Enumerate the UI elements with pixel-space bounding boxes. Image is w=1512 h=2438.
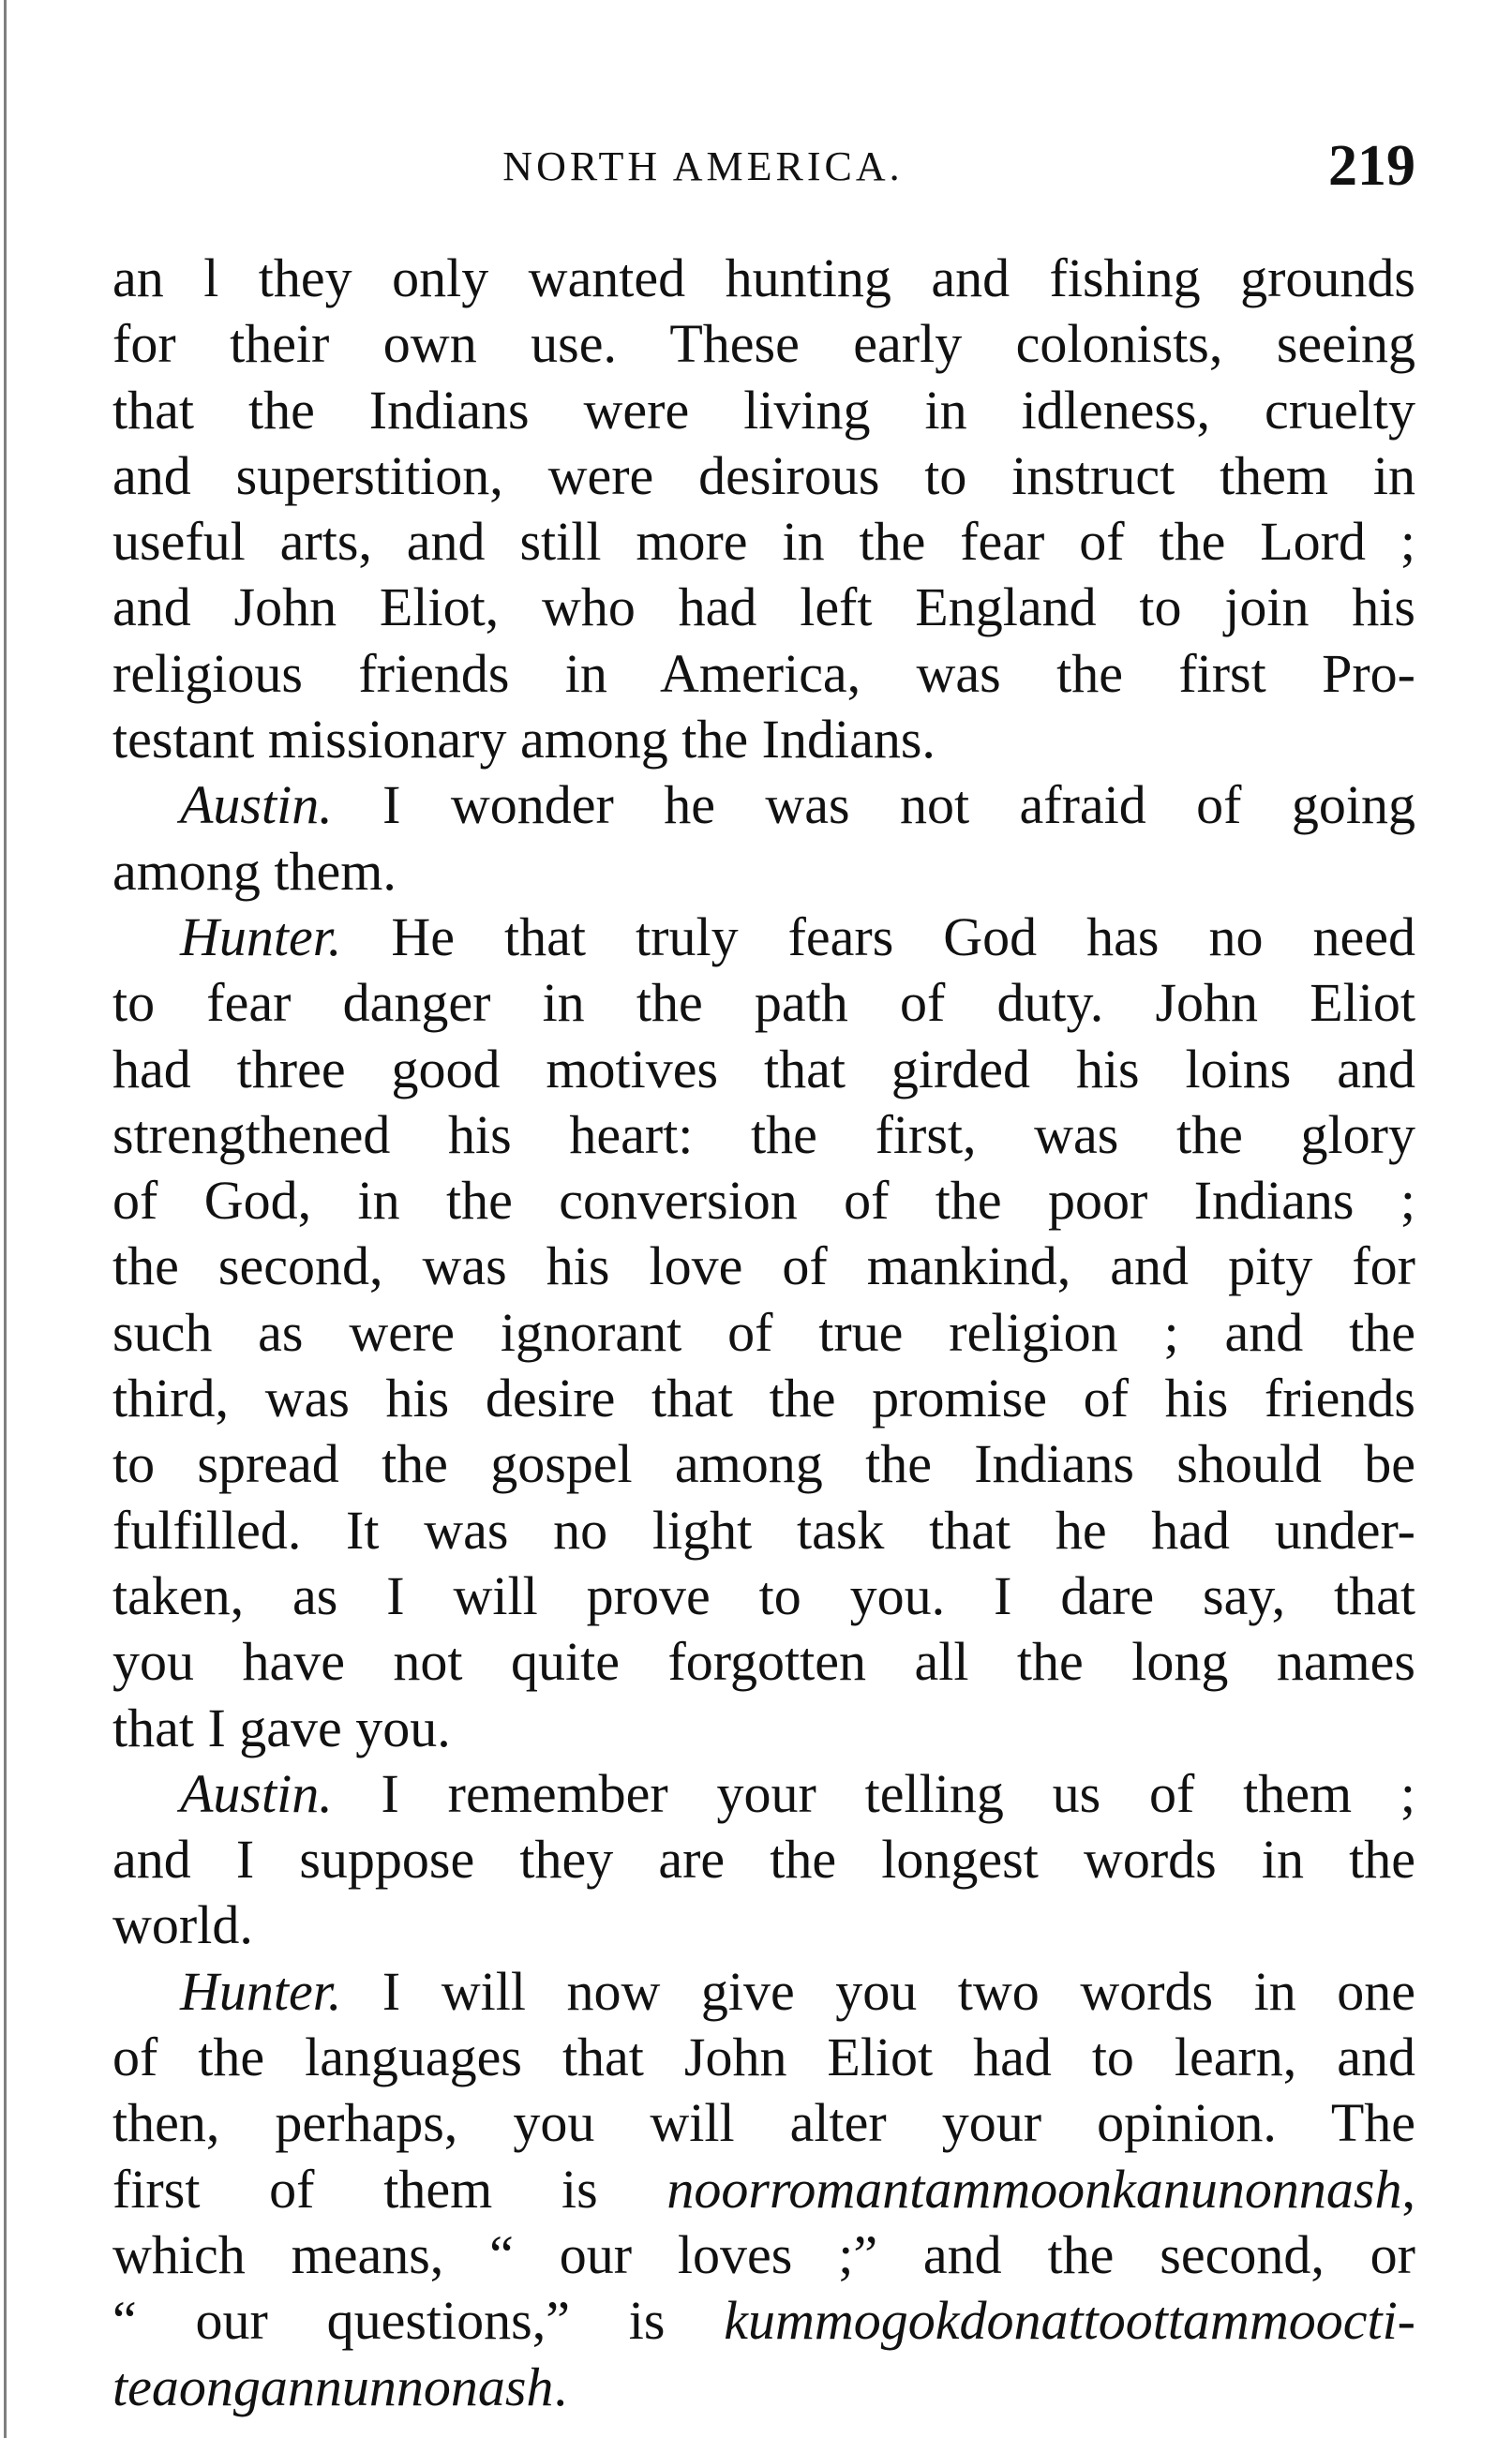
native-word: kummogokdonattoottammoocti- [724,2290,1415,2352]
text-line: for their own use. These early colonists, seeing [112,313,1415,375]
speaker-name: Austin. [180,1762,333,1824]
native-word: noorromantammoonkanunonnash [666,2158,1402,2220]
text-line: taken, as I will prove to you. I dare say, that [112,1564,1415,1626]
speaker-name: Hunter. [180,905,342,967]
text-line: world. [112,1894,253,1956]
page-header [112,133,1415,208]
text-line: and John Eliot, who had left England to join his [112,576,1415,638]
dialogue-line [112,1959,1415,2025]
text-line: of the languages that John Eliot had to learn, and [112,2027,1415,2088]
text-line [112,2157,1415,2222]
text-line: fulfilled. It was no light task that he had under- [112,1499,1415,1561]
native-word: teaongannunnonash [112,2356,554,2417]
text-line: then, perhaps, you will alter your opinion. The [112,2092,1415,2154]
page-edge [4,0,7,2438]
line-text: I will now give you two words in one [341,1960,1415,2022]
text-line: and I suppose they are the longest words in the [112,1829,1415,1891]
text-line [112,2355,1415,2420]
text-line: of God, in the conversion of the poor Indians ; [112,1170,1415,1232]
dialogue-line [112,1761,1415,1827]
body-text [112,246,1415,2420]
text-line: had three good motives that girded his loins and [112,1038,1415,1099]
line-text: first of them is [112,2158,667,2220]
text-line: third, was his desire that the promise of his friends [112,1368,1415,1429]
running-head: NORTH AMERICA. [502,143,904,189]
text-line: which means, “ our loves ;” and the second, or [112,2223,1415,2285]
text-line: among them. [112,840,397,902]
text-line: you have not quite forgotten all the long names [112,1631,1415,1693]
dialogue-line [112,905,1415,970]
text-line: religious friends in America, was the first Pro- [112,642,1415,704]
page-number: 219 [1328,134,1415,198]
text-line: strengthened his heart: the first, was the glory [112,1103,1415,1165]
text-line: to spread the gospel among the Indians should be [112,1433,1415,1495]
text-line: testant missionary among the Indians. [112,709,936,770]
line-text: I remember your telling us of them ; [332,1762,1415,1824]
speaker-name: Austin. [180,774,333,836]
speaker-name: Hunter. [180,1960,342,2022]
text-line: an l they only wanted hunting and fishing grounds [112,247,1415,308]
line-text: “ our questions,” is [112,2290,725,2352]
text-line: to fear danger in the path of duty. John Eliot [112,972,1415,1034]
text-line: the second, was his love of mankind, and pity for [112,1235,1415,1297]
text-line: and superstition, were desirous to instruct them in [112,444,1415,506]
line-text: . [553,2356,567,2417]
line-text: I wonder he was not afraid of going [332,774,1415,836]
text-line: that the Indians were living in idleness, cruelty [112,379,1415,441]
text-line: useful arts, and still more in the fear of the Lord ; [112,511,1415,573]
line-text: , [1401,2158,1415,2220]
text-line: such as were ignorant of true religion ; and the [112,1301,1415,1363]
dialogue-line [112,772,1415,838]
line-text: He that truly fears God has no need [341,905,1415,967]
text-line: that I gave you. [112,1697,451,1758]
text-line [112,2288,1415,2354]
